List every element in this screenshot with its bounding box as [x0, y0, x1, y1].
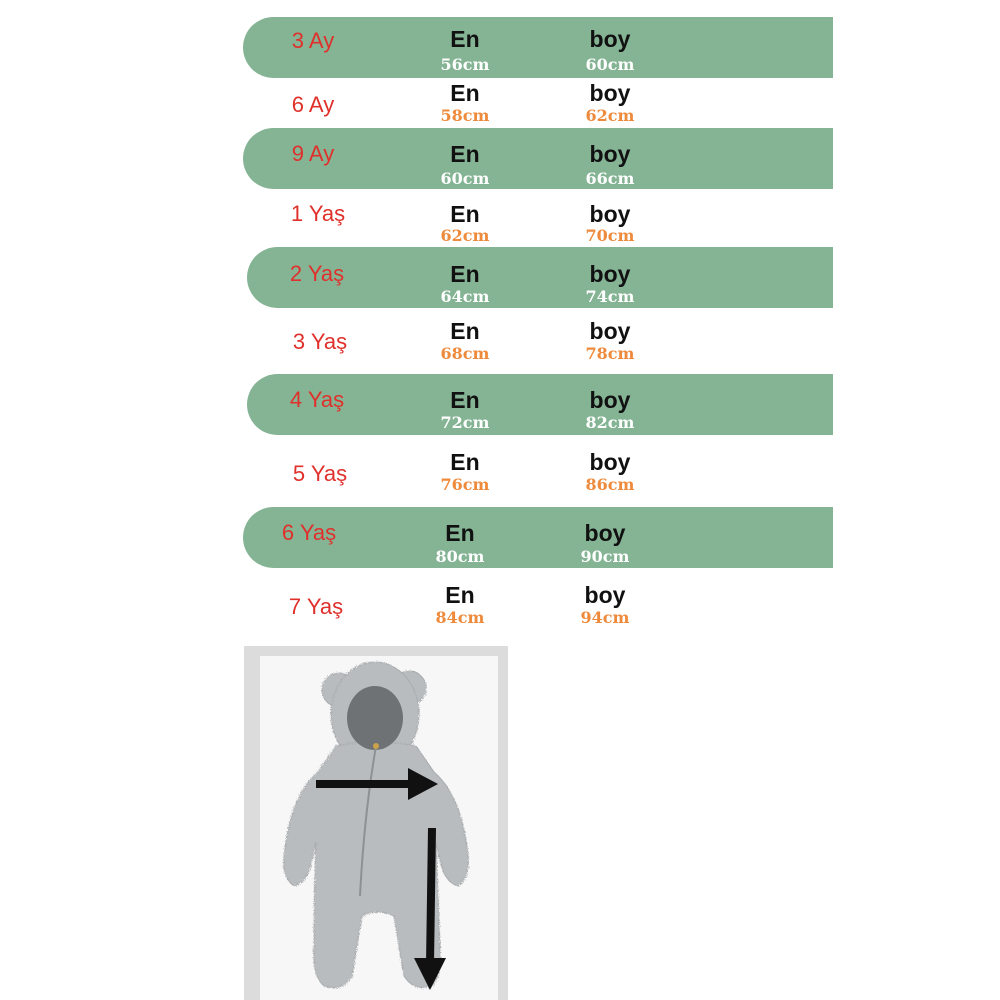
length-header: boy [584, 520, 626, 546]
width-header: En [450, 261, 480, 287]
width-value: 60cm [440, 169, 490, 188]
length-value: 74cm [585, 287, 635, 306]
width-value: 62cm [440, 226, 490, 245]
width-header: En [450, 201, 480, 227]
length-value: 82cm [585, 413, 635, 432]
length-header: boy [589, 26, 631, 52]
size-row-7-yas [243, 568, 833, 629]
width-header: En [450, 449, 480, 475]
length-header: boy [589, 387, 631, 413]
size-row-6-yas [243, 507, 833, 568]
age-label: 5 Yaş [292, 461, 348, 486]
width-header: En [450, 141, 480, 167]
length-header: boy [589, 80, 631, 106]
length-header: boy [584, 582, 626, 608]
length-header: boy [589, 201, 631, 227]
width-header: En [450, 387, 480, 413]
age-label: 3 Yaş [292, 329, 348, 354]
width-value: 56cm [440, 55, 490, 74]
size-row-6-ay [243, 71, 833, 132]
length-arrow-icon [414, 828, 446, 990]
age-label: 1 Yaş [290, 201, 346, 226]
size-row-3-yas [243, 308, 833, 369]
size-row-5-yas [243, 438, 833, 499]
width-header: En [445, 582, 475, 608]
length-value: 94cm [580, 608, 630, 627]
width-header: En [445, 520, 475, 546]
size-row-9-ay [243, 128, 833, 189]
width-value: 72cm [440, 413, 490, 432]
width-value: 68cm [440, 344, 490, 363]
age-label: 9 Ay [291, 141, 335, 166]
length-header: boy [589, 261, 631, 287]
length-value: 78cm [585, 344, 635, 363]
size-row-2-yas [247, 247, 833, 308]
length-value: 86cm [585, 475, 635, 494]
length-value: 60cm [585, 55, 635, 74]
width-arrow-icon [316, 768, 438, 800]
width-header: En [450, 318, 480, 344]
width-header: En [450, 26, 480, 52]
size-row-1-yas [243, 189, 833, 250]
measurement-arrows [244, 646, 508, 1000]
length-value: 90cm [580, 547, 630, 566]
width-value: 84cm [435, 608, 485, 627]
size-row-3-ay [243, 17, 833, 78]
width-value: 76cm [440, 475, 490, 494]
age-label: 4 Yaş [289, 387, 345, 412]
age-label: 6 Ay [291, 92, 335, 117]
age-label: 7 Yaş [288, 594, 344, 619]
width-value: 64cm [440, 287, 490, 306]
length-value: 62cm [585, 106, 635, 125]
age-label: 2 Yaş [289, 261, 345, 286]
length-header: boy [589, 449, 631, 475]
age-label: 3 Ay [291, 28, 335, 53]
product-photo [244, 646, 508, 1000]
length-value: 66cm [585, 169, 635, 188]
length-value: 70cm [585, 226, 635, 245]
length-header: boy [589, 318, 631, 344]
width-header: En [450, 80, 480, 106]
width-value: 80cm [435, 547, 485, 566]
age-label: 6 Yaş [281, 520, 337, 545]
width-value: 58cm [440, 106, 490, 125]
size-row-4-yas [247, 374, 833, 435]
length-header: boy [589, 141, 631, 167]
